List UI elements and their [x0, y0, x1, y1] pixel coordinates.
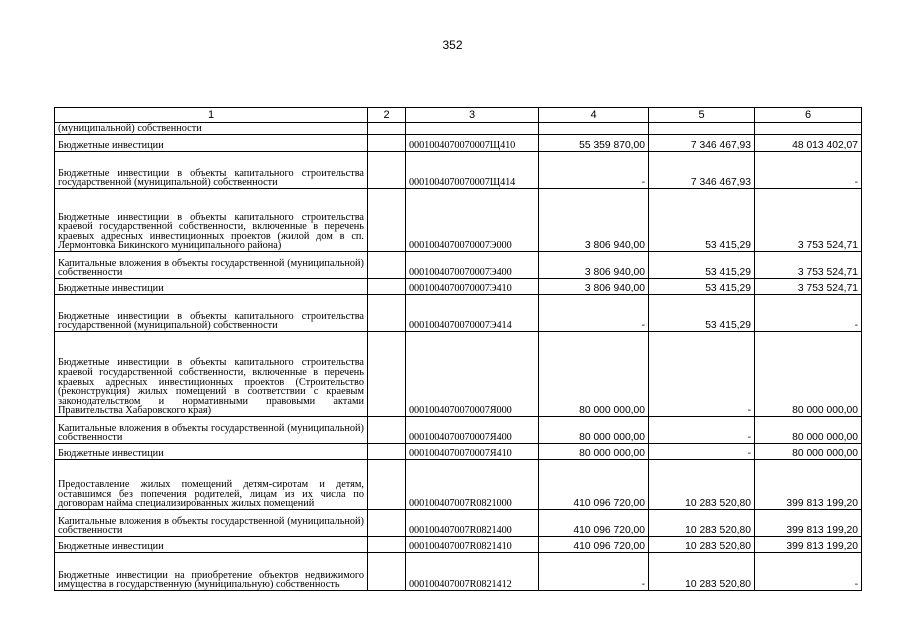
row-name-cell: Капитальные вложения в объекты государственной (муниципальной) собственности [55, 510, 368, 537]
table-header-row [55, 108, 862, 123]
amount-cell: 80 000 000,00 [539, 417, 649, 444]
table-row [55, 279, 862, 295]
cell-col2 [368, 252, 406, 279]
table-row [55, 123, 862, 135]
row-name-cell: Капитальные вложения в объекты государственной (муниципальной) собственности [55, 252, 368, 279]
amount-cell: - [649, 444, 755, 460]
column-header: 3 [406, 108, 539, 123]
amount-cell: 53 415,29 [649, 295, 755, 332]
amount-cell: 399 813 199,20 [755, 460, 862, 510]
row-name-cell: Бюджетные инвестиции [55, 537, 368, 553]
amount-cell: 80 000 000,00 [755, 332, 862, 417]
row-code-cell: 000100407007R0821000 [406, 460, 539, 510]
amount-cell [539, 123, 649, 135]
amount-cell: - [755, 553, 862, 591]
column-header: 5 [649, 108, 755, 123]
cell-col2 [368, 123, 406, 135]
amount-cell: - [755, 152, 862, 189]
cell-col2 [368, 295, 406, 332]
amount-cell: 3 806 940,00 [539, 279, 649, 295]
amount-cell: 3 806 940,00 [539, 189, 649, 252]
amount-cell: 410 096 720,00 [539, 537, 649, 553]
row-name-cell: Бюджетные инвестиции [55, 279, 368, 295]
row-name-cell: Бюджетные инвестиции в объекты капитального строительства краевой государственной собственности, включенные в перечень краевых адресных инвестиционных проектов (Строительство (реконструкция) жилых помещений в соответствии с краевым законодательством и нормативными правовыми актами Правительства Хабаровского края) [55, 332, 368, 417]
page-number: 352 [442, 38, 463, 52]
amount-cell: 399 813 199,20 [755, 510, 862, 537]
row-code-cell: 000100407007R0821410 [406, 537, 539, 553]
amount-cell: - [755, 295, 862, 332]
amount-cell: 53 415,29 [649, 252, 755, 279]
amount-cell: 55 359 870,00 [539, 135, 649, 152]
table-row [55, 537, 862, 553]
budget-table [54, 107, 862, 591]
row-name-cell: Бюджетные инвестиции в объекты капитального строительства государственной (муниципальной) собственности [55, 152, 368, 189]
row-name-cell: Бюджетные инвестиции [55, 444, 368, 460]
row-code-cell: 0001004070070007Э400 [406, 252, 539, 279]
table-row [55, 417, 862, 444]
amount-cell: 7 346 467,93 [649, 152, 755, 189]
table-row [55, 152, 862, 189]
amount-cell: - [649, 332, 755, 417]
cell-col2 [368, 279, 406, 295]
table-row [55, 135, 862, 152]
row-name-cell: Предоставление жилых помещений детям-сиротам и детям, оставшимся без попечения родителей, лицам из их числа по договорам найма специализированных жилых помещений [55, 460, 368, 510]
column-header: 2 [368, 108, 406, 123]
amount-cell: 3 753 524,71 [755, 252, 862, 279]
row-code-cell: 0001004070070007Я410 [406, 444, 539, 460]
row-code-cell: 0001004070070007Щ414 [406, 152, 539, 189]
amount-cell: 53 415,29 [649, 279, 755, 295]
amount-cell: 80 000 000,00 [755, 444, 862, 460]
table-row [55, 510, 862, 537]
cell-col2 [368, 189, 406, 252]
table-row [55, 444, 862, 460]
amount-cell: 80 000 000,00 [539, 332, 649, 417]
row-name-cell: Капитальные вложения в объекты государственной (муниципальной) собственности [55, 417, 368, 444]
amount-cell: 3 806 940,00 [539, 252, 649, 279]
row-name-cell: Бюджетные инвестиции в объекты капитального строительства государственной (муниципальной) собственности [55, 295, 368, 332]
row-code-cell: 0001004070070007Я000 [406, 332, 539, 417]
cell-col2 [368, 332, 406, 417]
row-code-cell: 000100407007R0821412 [406, 553, 539, 591]
table-row [55, 332, 862, 417]
table-row [55, 252, 862, 279]
amount-cell: 80 000 000,00 [755, 417, 862, 444]
row-code-cell: 0001004070070007Щ410 [406, 135, 539, 152]
column-header: 4 [539, 108, 649, 123]
amount-cell: - [539, 295, 649, 332]
column-header: 1 [55, 108, 368, 123]
cell-col2 [368, 152, 406, 189]
amount-cell: 10 283 520,80 [649, 460, 755, 510]
amount-cell: - [539, 553, 649, 591]
amount-cell: 7 346 467,93 [649, 135, 755, 152]
amount-cell [755, 123, 862, 135]
row-code-cell: 0001004070070007Я400 [406, 417, 539, 444]
cell-col2 [368, 417, 406, 444]
amount-cell: 3 753 524,71 [755, 279, 862, 295]
row-code-cell: 0001004070070007Э414 [406, 295, 539, 332]
amount-cell: 399 813 199,20 [755, 537, 862, 553]
column-header: 6 [755, 108, 862, 123]
table-row [55, 460, 862, 510]
amount-cell: 10 283 520,80 [649, 553, 755, 591]
amount-cell: 3 753 524,71 [755, 189, 862, 252]
table-row [55, 295, 862, 332]
row-code-cell: 000100407007R0821400 [406, 510, 539, 537]
amount-cell: 53 415,29 [649, 189, 755, 252]
row-code-cell: 0001004070070007Э000 [406, 189, 539, 252]
cell-col2 [368, 510, 406, 537]
amount-cell: - [649, 417, 755, 444]
row-code-cell: 0001004070070007Э410 [406, 279, 539, 295]
amount-cell: 410 096 720,00 [539, 510, 649, 537]
row-name-cell: (муниципальной) собственности [55, 123, 368, 135]
amount-cell [649, 123, 755, 135]
cell-col2 [368, 460, 406, 510]
table-row [55, 553, 862, 591]
cell-col2 [368, 135, 406, 152]
cell-col2 [368, 444, 406, 460]
amount-cell: 48 013 402,07 [755, 135, 862, 152]
row-code-cell [406, 123, 539, 135]
row-name-cell: Бюджетные инвестиции в объекты капитального строительства краевой государственной собственности, включенные в перечень краевых адресных инвестиционных проектов (жилой дом в сп. Лермонтовка Бикинского муниципального района) [55, 189, 368, 252]
row-name-cell: Бюджетные инвестиции на приобретение объектов недвижимого имущества в государственную (муниципальную) собственность [55, 553, 368, 591]
cell-col2 [368, 537, 406, 553]
amount-cell: 10 283 520,80 [649, 510, 755, 537]
amount-cell: 10 283 520,80 [649, 537, 755, 553]
table-row [55, 189, 862, 252]
row-name-cell: Бюджетные инвестиции [55, 135, 368, 152]
amount-cell: 80 000 000,00 [539, 444, 649, 460]
amount-cell: 410 096 720,00 [539, 460, 649, 510]
cell-col2 [368, 553, 406, 591]
amount-cell: - [539, 152, 649, 189]
